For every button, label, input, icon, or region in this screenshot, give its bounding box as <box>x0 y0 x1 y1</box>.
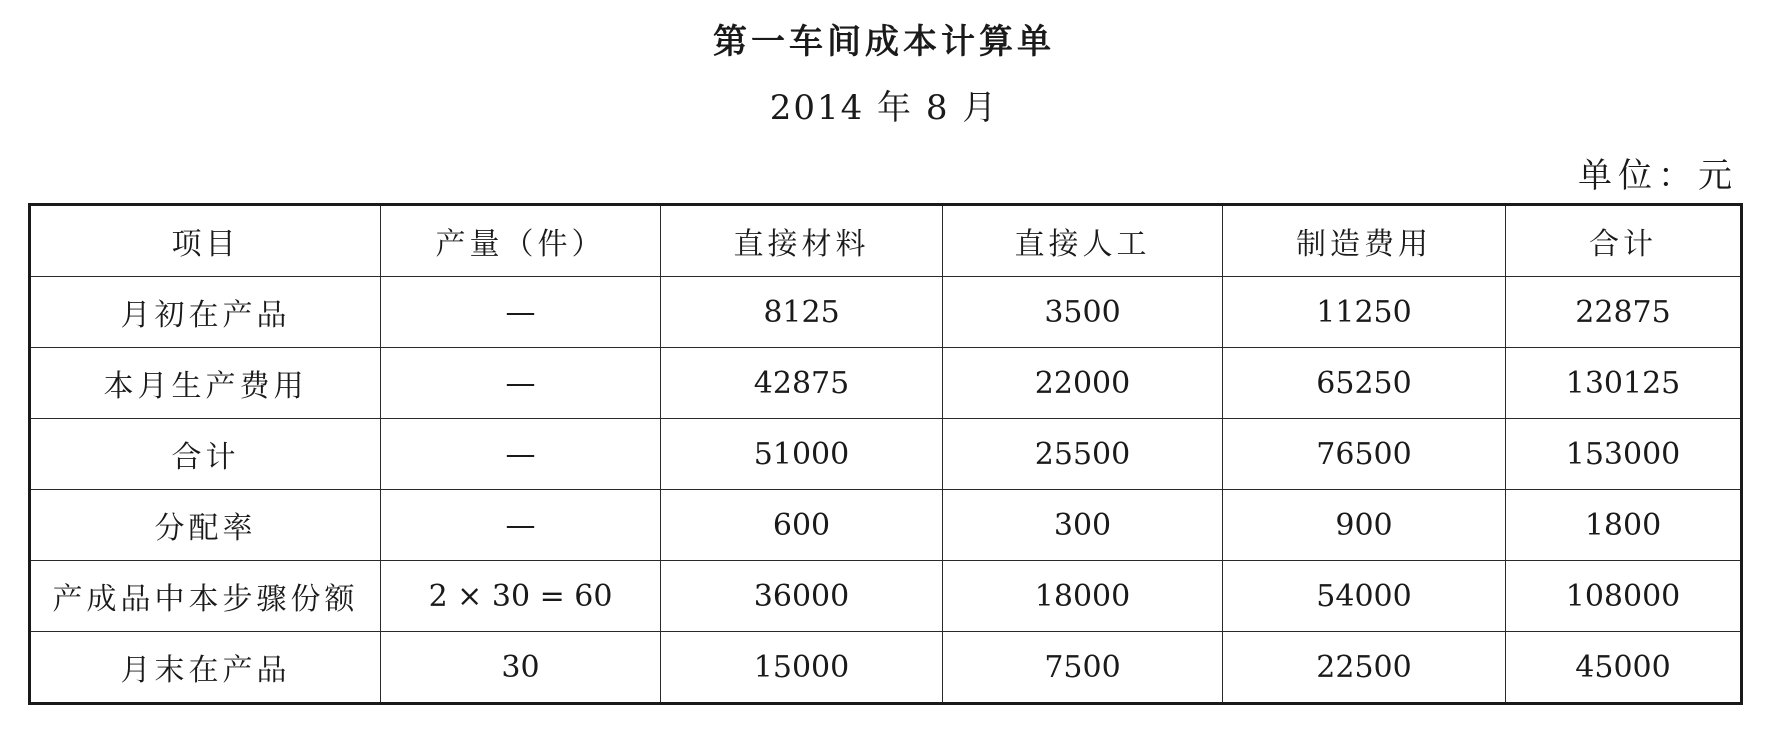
header-cell-direct-labor: 直接人工 <box>943 205 1223 277</box>
table-cell: 2 × 30 = 60 <box>381 561 661 632</box>
header-cell-item: 项目 <box>30 205 381 277</box>
table-cell: 153000 <box>1506 419 1742 490</box>
table-cell: — <box>381 419 661 490</box>
header-cell-manufacturing-overhead: 制造费用 <box>1223 205 1506 277</box>
table-cell: 11250 <box>1223 277 1506 348</box>
table-header-row <box>30 205 1742 277</box>
table-cell: 130125 <box>1506 348 1742 419</box>
header-cell-quantity: 产量（件） <box>381 205 661 277</box>
unit-label: 单位：元 <box>1578 156 1738 196</box>
document-title: 第一车间成本计算单 <box>713 22 1055 62</box>
table-cell: 25500 <box>943 419 1223 490</box>
table-cell: 54000 <box>1223 561 1506 632</box>
table-cell: 7500 <box>943 632 1223 704</box>
table-row <box>30 419 1742 490</box>
row-label: 产成品中本步骤份额 <box>30 561 381 632</box>
table-cell: 15000 <box>661 632 943 704</box>
table-cell: 22875 <box>1506 277 1742 348</box>
row-label: 分配率 <box>30 490 381 561</box>
row-label: 本月生产费用 <box>30 348 381 419</box>
table-cell: 3500 <box>943 277 1223 348</box>
table-cell: 36000 <box>661 561 943 632</box>
table-cell: 108000 <box>1506 561 1742 632</box>
table-cell: 65250 <box>1223 348 1506 419</box>
table-cell: 1800 <box>1506 490 1742 561</box>
table-cell: 22500 <box>1223 632 1506 704</box>
row-label: 合计 <box>30 419 381 490</box>
table-row <box>30 490 1742 561</box>
document-date: 2014 年 8 月 <box>769 88 999 128</box>
table-cell: 600 <box>661 490 943 561</box>
table-cell: 51000 <box>661 419 943 490</box>
table-cell: 300 <box>943 490 1223 561</box>
table-cell: 8125 <box>661 277 943 348</box>
table-cell: 18000 <box>943 561 1223 632</box>
table-cell: — <box>381 490 661 561</box>
header-cell-total: 合计 <box>1506 205 1742 277</box>
table-row <box>30 632 1742 704</box>
row-label: 月初在产品 <box>30 277 381 348</box>
table-cell: 22000 <box>943 348 1223 419</box>
cost-table <box>28 203 1743 705</box>
table-cell: — <box>381 348 661 419</box>
table-cell: 42875 <box>661 348 943 419</box>
row-label: 月末在产品 <box>30 632 381 704</box>
table-row <box>30 561 1742 632</box>
table-cell: 76500 <box>1223 419 1506 490</box>
table-cell: 30 <box>381 632 661 704</box>
table-row <box>30 348 1742 419</box>
table-cell: 900 <box>1223 490 1506 561</box>
header-cell-direct-materials: 直接材料 <box>661 205 943 277</box>
table-cell: — <box>381 277 661 348</box>
table-row <box>30 277 1742 348</box>
table-cell: 45000 <box>1506 632 1742 704</box>
